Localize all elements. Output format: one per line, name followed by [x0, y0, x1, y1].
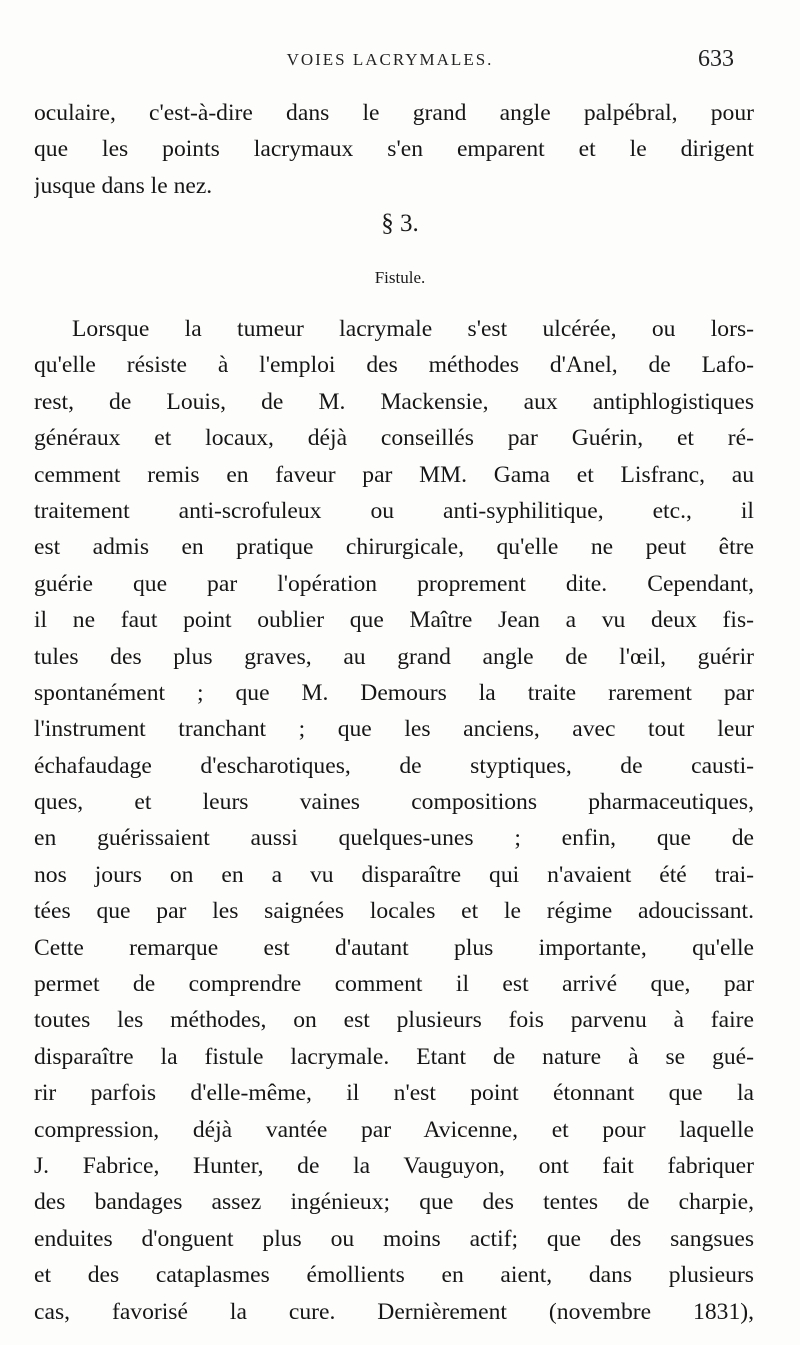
text-line: jusque dans le nez.	[34, 172, 213, 199]
text-line: cas, favorisé la cure. Dernièrement (novembre 1831),	[34, 1298, 754, 1325]
text-line: cemment remis en faveur par MM. Gama et Lisfranc, au	[34, 461, 754, 488]
page-number: 633	[698, 46, 734, 72]
text-line: tées que par les saignées locales et le régime adoucissant.	[34, 898, 754, 925]
running-head: VOIES LACRYMALES.	[286, 50, 494, 69]
text-line: rest, de Louis, de M. Mackensie, aux antiphlogistiques	[34, 388, 754, 415]
text-line: spontanément ; que M. Demours la traite rarement par	[34, 679, 754, 706]
text-line: traitement anti-scrofuleux ou anti-syphilitique, etc., il	[34, 497, 754, 524]
section-title: Fistule.	[374, 268, 426, 287]
text-line: généraux et locaux, déjà conseillés par Guérin, et ré-	[34, 425, 754, 452]
text-line: ques, et leurs vaines compositions pharmaceutiques,	[34, 789, 754, 816]
text-line: tules des plus graves, au grand angle de l'œil, guérir	[34, 643, 754, 670]
text-line: toutes les méthodes, on est plusieurs fois parvenu à faire	[34, 1007, 754, 1034]
text-line: guérie que par l'opération proprement dite. Cependant,	[34, 570, 754, 597]
text-line: Lorsque la tumeur lacrymale s'est ulcérée, ou lors-	[72, 316, 754, 342]
text-line: des bandages assez ingénieux; que des tentes de charpie,	[34, 1189, 754, 1216]
text-line: l'instrument tranchant ; que les anciens, avec tout leur	[34, 716, 754, 743]
text-line: il ne faut point oublier que Maître Jean a vu deux fis-	[34, 607, 754, 634]
text-line: en guérissaient aussi quelques-unes ; enfin, que de	[34, 825, 754, 852]
text-line: rir parfois d'elle-même, il n'est point étonnant que la	[34, 1080, 754, 1107]
text-line: permet de comprendre comment il est arrivé que, par	[34, 971, 754, 998]
text-line: disparaître la fistule lacrymale. Etant de nature à se gué-	[34, 1043, 754, 1070]
text-line: oculaire, c'est-à-dire dans le grand angle palpébral, pour	[34, 100, 754, 126]
text-line: qu'elle résiste à l'emploi des méthodes d'Anel, de Lafo-	[34, 352, 754, 379]
text-line: et des cataplasmes émollients en aient, dans plusieurs	[34, 1262, 754, 1289]
intro-paragraph	[34, 95, 754, 204]
page-header	[40, 48, 740, 78]
text-line: est admis en pratique chirurgicale, qu'elle ne peut être	[34, 534, 754, 561]
text-line: que les points lacrymaux s'en emparent et le dirigent	[34, 136, 754, 163]
text-line: compression, déjà vantée par Avicenne, et pour laquelle	[34, 1116, 754, 1143]
text-line: nos jours on en a vu disparaître qui n'avaient été trai-	[34, 861, 754, 888]
text-line: Cette remarque est d'autant plus importante, qu'elle	[34, 934, 754, 961]
text-line: J. Fabrice, Hunter, de la Vauguyon, ont fait fabriquer	[34, 1152, 754, 1179]
text-line: échafaudage d'escharotiques, de styptiques, de causti-	[34, 752, 754, 779]
text-line: enduites d'onguent plus ou moins actif; que des sangsues	[34, 1225, 754, 1252]
section-mark: § 3.	[381, 210, 419, 237]
main-paragraph	[34, 311, 754, 1330]
